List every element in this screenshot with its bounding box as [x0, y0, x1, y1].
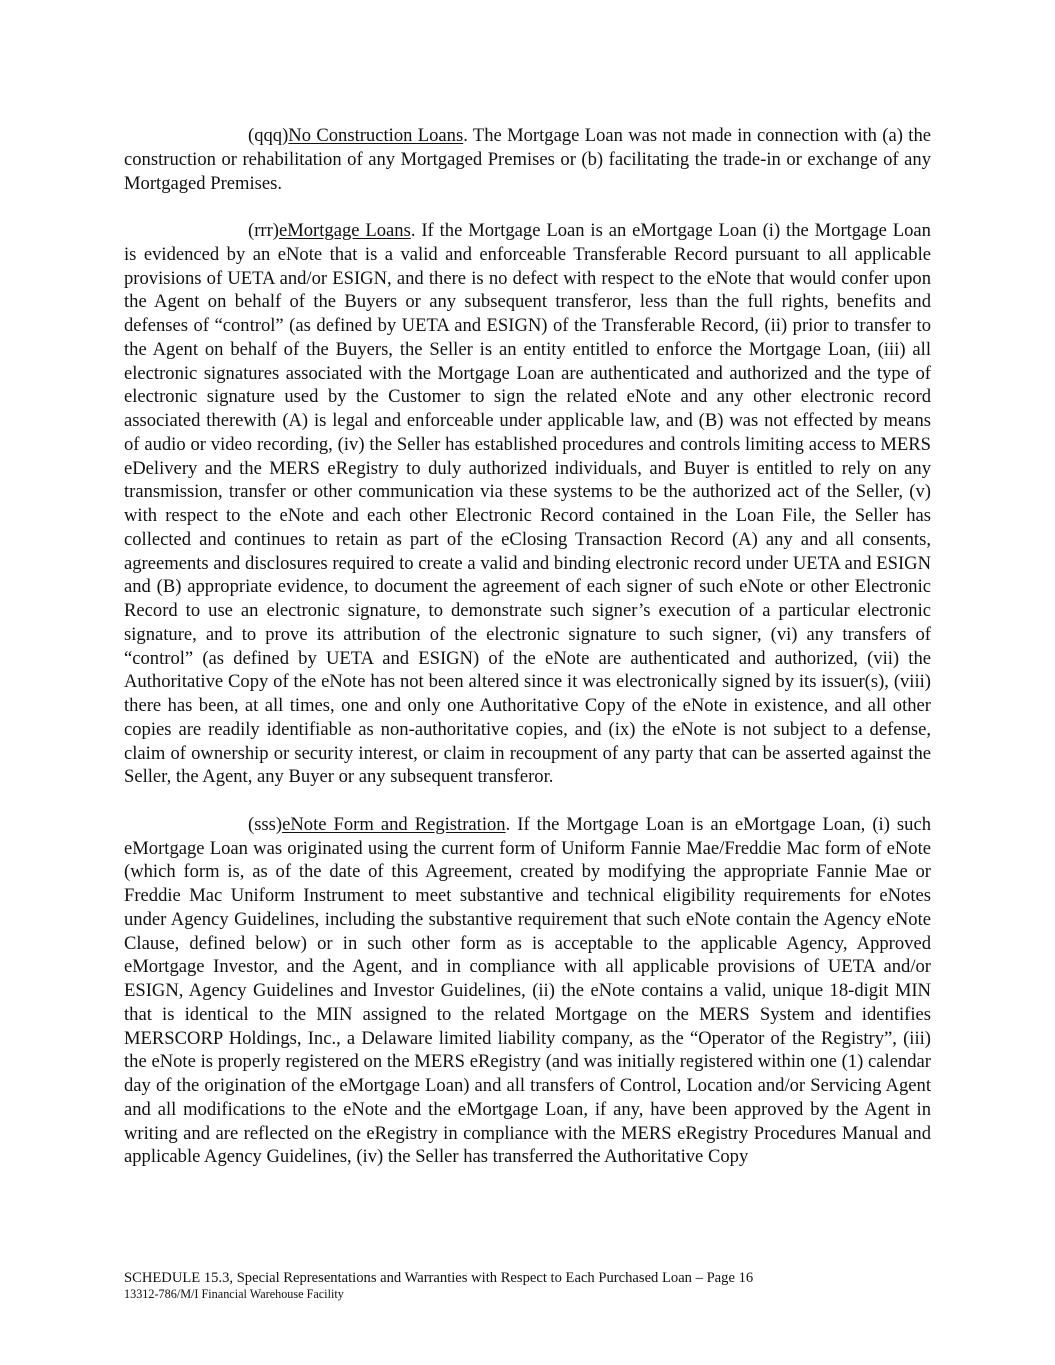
section-text: . The Mortgage Loan was not made in connection with (a) the construction or rehabilitation of any Mortgaged Premises or (b) facilitating the trade-in or exchange of any Mortgaged Premises.: [124, 125, 931, 194]
section-number: (qqq): [248, 125, 289, 146]
section-sss: [124, 813, 931, 1169]
section-number: (rrr): [248, 220, 279, 241]
section-heading: eMortgage Loans: [278, 220, 411, 241]
section-text: . If the Mortgage Loan is an eMortgage Loan (i) the Mortgage Loan is evidenced by an eNote that is a valid and enforceable Transferable Record pursuant to all applicable provisions of UETA and/or ESIGN, and there is no defect with respect to the eNote that would confer upon the Agent on behalf of the Buyers or any subsequent transferor, less than the full rights, benefits and defenses of “control” (as defined by UETA and ESIGN) of the Transferable Record, (ii) prior to transfer to the Agent on behalf of the Buyers, the Seller is an entity entitled to enforce the Mortgage Loan, (iii) all electronic signatures associated with the Mortgage Loan are authenticated and authorized and the type of electronic signature used by the Customer to sign the related eNote and any other electronic record associated therewith (A) is legal and enforceable under applicable law, and (B) was not effected by means of audio or video recording, (iv) the Seller has established procedures and controls limiting access to MERS eDelivery and the MERS eRegistry to duly authorized individuals, and Buyer is entitled to rely on any transmission, transfer or other communication via these systems to be the authorized act of the Seller, (v) with respect to the eNote and each other Electronic Record contained in the Loan File, the Seller has collected and continues to retain as part of the eClosing Transaction Record (A) any and all consents, agreements and disclosures required to create a valid and binding electronic record under UETA and ESIGN and (B) appropriate evidence, to document the agreement of each signer of such eNote or other Electronic Record to use an electronic signature, to demonstrate such signer’s execution of a particular electronic signature, and to prove its attribution of the electronic signature to such signer, (vi) any transfers of “control” (as defined by UETA and ESIGN) of the eNote are authenticated and authorized, (vii) the Authoritative Copy of the eNote has not been altered since it was electronically signed by its issuer(s), (viii) there has been, at all times, one and only one Authoritative Copy of the eNote in existence, and all other copies are readily identifiable as non-authoritative copies, and (ix) the eNote is not subject to a defense, claim of ownership or security interest, or claim in recoupment of any party that can be asserted against the Seller, the Agent, any Buyer or any subsequent transferor.: [124, 220, 931, 788]
section-heading: eNote Form and Registration: [282, 813, 506, 835]
section-rrr: [124, 219, 931, 789]
document-body: [124, 124, 931, 1193]
section-heading: No Construction Loans: [288, 125, 464, 146]
page-footer: [124, 1269, 931, 1301]
section-number: (sss): [248, 813, 283, 835]
footer-schedule-title: SCHEDULE 15.3, Special Representations and Warranties with Respect to Each Purchased Loan – Page 16: [124, 1270, 754, 1286]
footer-document-id: 13312-786/M/I Financial Warehouse Facility: [124, 1287, 344, 1301]
section-qqq: [124, 124, 931, 195]
section-text: . If the Mortgage Loan is an eMortgage Loan, (i) such eMortgage Loan was originated using the current form of Uniform Fannie Mae/Freddie Mac form of eNote (which form is, as of the date of this Agreement, created by modifying the appropriate Fannie Mae or Freddie Mac Uniform Instrument to meet substantive and technical eligibility requirements for eNotes under Agency Guidelines, including the substantive requirement that such eNote contain the Agency eNote Clause, defined below) or in such other form as is acceptable to the applicable Agency, Approved eMortgage Investor, and the Agent, and in compliance with all applicable provisions of UETA and/or ESIGN, Agency Guidelines and Investor Guidelines, (ii) the eNote contains a valid, unique 18-digit MIN that is identical to the MIN assigned to the related Mortgage on the MERS System and identifies MERSCORP Holdings, Inc., a Delaware limited liability company, as the “Operator of the Registry”, (iii) the eNote is properly registered on the MERS eRegistry (and was initially registered within one (1) calendar day of the origination of the eMortgage Loan) and all transfers of Control, Location and/or Servicing Agent and all modifications to the eNote and the eMortgage Loan, if any, have been approved by the Agent in writing and are reflected on the eRegistry in compliance with the MERS eRegistry Procedures Manual and applicable Agency Guidelines, (iv) the Seller has transferred the Authoritative Copy: [124, 813, 932, 1168]
